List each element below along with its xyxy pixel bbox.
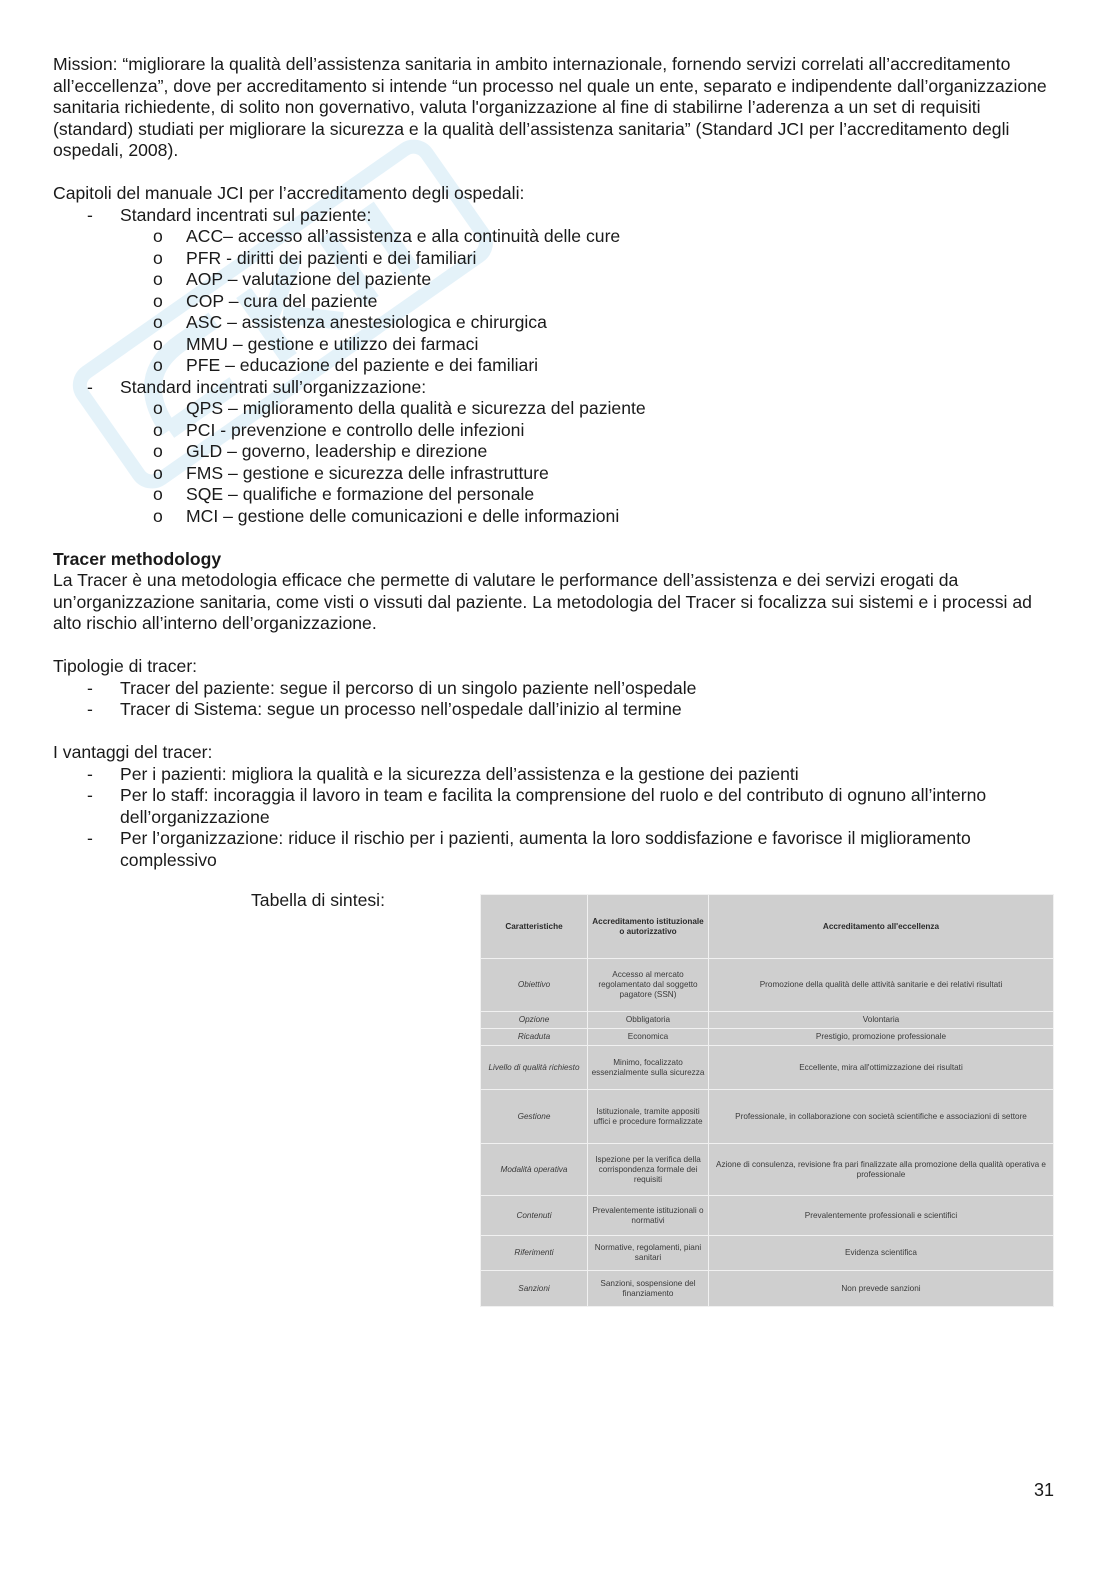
dash-bullet: - <box>87 204 93 225</box>
chapter-item <box>120 269 1053 291</box>
list-item <box>53 678 1053 700</box>
table-cell: Riferimenti <box>481 1236 588 1271</box>
table-cell: Sanzioni <box>481 1271 588 1307</box>
table-cell: Minimo, focalizzato essenzialmente sulla sicurezza <box>588 1046 709 1090</box>
chapter-group-title: Standard incentrati sul paziente: <box>120 204 372 225</box>
table-row <box>481 959 1054 1012</box>
chapter-item <box>120 334 1053 356</box>
circle-bullet: o <box>153 441 163 461</box>
table-row <box>481 1144 1054 1196</box>
table-cell: Sanzioni, sospensione del finanziamento <box>588 1271 709 1307</box>
table-cell: Prevalentemente istituzionali o normativi <box>588 1196 709 1236</box>
circle-bullet: o <box>153 484 163 504</box>
table-header-cell: Accreditamento all'eccellenza <box>709 895 1054 959</box>
dash-bullet: - <box>87 699 93 719</box>
table-cell: Prevalentemente professionali e scientifici <box>709 1196 1054 1236</box>
table-cell: Accesso al mercato regolamentato dal soggetto pagatore (SSN) <box>588 959 709 1012</box>
chapter-item <box>120 355 1053 377</box>
chapter-items <box>120 398 1053 527</box>
table-row <box>481 1029 1054 1046</box>
table-cell: Ricaduta <box>481 1029 588 1046</box>
tracer-paragraph: La Tracer è una metodologia efficace che permette di valutare le performance dell’assistenza e dei servizi erogati da un’organizzazione sanitaria, come visti o vissuti dal paziente. La metodologia del Tracer si focalizza sui sistemi e i processi ad alto rischio all’interno dell’organizzazione. <box>53 570 1032 633</box>
chapter-group-title: Standard incentrati sull’organizzazione: <box>120 376 427 397</box>
chapter-item <box>120 398 1053 420</box>
table-cell: Ispezione per la verifica della corrispondenza formale dei requisiti <box>588 1144 709 1196</box>
circle-bullet: o <box>153 247 163 268</box>
list-item-text: Per lo staff: incoraggia il lavoro in team e facilita la comprensione del ruolo e del contributo di ognuno all’interno dell’organizzazione <box>120 785 987 827</box>
chapter-group <box>53 377 1053 528</box>
chapter-item-text: AOP – valutazione del paziente <box>186 269 432 289</box>
table-row <box>481 1090 1054 1144</box>
table-cell: Modalità operativa <box>481 1144 588 1196</box>
chapter-item-text: ASC – assistenza anestesiologica e chirurgica <box>186 312 547 332</box>
chapter-item <box>120 291 1053 313</box>
tracer-advantages-list <box>53 764 1053 872</box>
table-cell: Azione di consulenza, revisione fra pari finalizzate alla promozione della qualità operativa e professionale <box>709 1144 1054 1196</box>
table-header-cell: Accreditamento istituzionale o autorizzativo <box>588 895 709 959</box>
dash-bullet: - <box>87 376 93 397</box>
summary-table-image <box>480 894 1054 1306</box>
table-row <box>481 1271 1054 1307</box>
tracer-heading: Tracer methodology <box>53 548 222 569</box>
table-label: Tabella di sintesi: <box>251 890 385 910</box>
circle-bullet: o <box>153 419 163 440</box>
chapter-item-text: PFE – educazione del paziente e dei familiari <box>186 355 539 375</box>
list-item-text: Tracer del paziente: segue il percorso di un singolo paziente nell’ospedale <box>120 677 697 698</box>
summary-table <box>480 894 1054 1307</box>
circle-bullet: o <box>153 462 163 483</box>
table-row <box>481 1012 1054 1029</box>
circle-bullet: o <box>153 312 163 332</box>
table-cell: Promozione della qualità delle attività sanitarie e dei relativi risultati <box>709 959 1054 1012</box>
mission-paragraph: Mission: “migliorare la qualità dell’assistenza sanitaria in ambito internazionale, fornendo servizi correlati all’accreditamento all’eccellenza”, dove per accreditamento si intende “un processo nel quale un ente, separato e indipendente dall’organizzazione sanitaria richiedente, di solito non governativo, valuta l'organizzazione al fine di stabilirne l’aderenza a un set di requisiti (standard) studiati per migliorare la sicurezza e la qualità dell’assistenza sanitaria” (Standard JCI per l’accreditamento degli ospedali, 2008). <box>53 54 1047 160</box>
tracer-types-intro: Tipologie di tracer: <box>53 656 198 676</box>
circle-bullet: o <box>153 398 163 418</box>
chapter-items <box>120 226 1053 377</box>
table-row <box>481 1236 1054 1271</box>
chapters-intro: Capitoli del manuale JCI per l’accreditamento degli ospedali: <box>53 183 525 203</box>
circle-bullet: o <box>153 333 163 354</box>
dash-bullet: - <box>87 828 93 848</box>
chapter-item <box>120 506 1053 528</box>
chapter-item-text: GLD – governo, leadership e direzione <box>186 441 488 461</box>
tracer-types-list <box>53 678 1053 721</box>
list-item <box>53 828 1053 871</box>
chapter-item <box>120 463 1053 485</box>
list-item <box>53 764 1053 786</box>
circle-bullet: o <box>153 355 163 375</box>
document-body <box>53 54 1053 871</box>
list-item-text: Per l’organizzazione: riduce il rischio per i pazienti, aumenta la loro soddisfazione e favorisce il miglioramento complessivo <box>120 828 971 870</box>
dash-bullet: - <box>87 677 93 698</box>
page-number: 31 <box>1034 1480 1055 1500</box>
table-cell: Opzione <box>481 1012 588 1029</box>
chapter-item <box>120 441 1053 463</box>
circle-bullet: o <box>153 226 163 246</box>
circle-bullet: o <box>153 505 163 526</box>
list-item-text: Per i pazienti: migliora la qualità e la sicurezza dell’assistenza e la gestione dei pazienti <box>120 763 799 784</box>
chapter-group <box>53 205 1053 377</box>
chapter-item-text: MMU – gestione e utilizzo dei farmaci <box>186 333 479 354</box>
chapter-item-text: ACC– accesso all’assistenza e alla continuità delle cure <box>186 226 621 246</box>
table-cell: Prestigio, promozione professionale <box>709 1029 1054 1046</box>
dash-bullet: - <box>87 763 93 784</box>
chapter-item-text: QPS – miglioramento della qualità e sicurezza del paziente <box>186 398 646 418</box>
table-row <box>481 1046 1054 1090</box>
table-header-cell: Caratteristiche <box>481 895 588 959</box>
chapter-item-text: PFR - diritti dei pazienti e dei familiari <box>186 247 477 268</box>
table-cell: Economica <box>588 1029 709 1046</box>
table-cell: Contenuti <box>481 1196 588 1236</box>
table-cell: Normative, regolamenti, piani sanitari <box>588 1236 709 1271</box>
list-item <box>53 699 1053 721</box>
circle-bullet: o <box>153 269 163 289</box>
table-cell: Volontaria <box>709 1012 1054 1029</box>
chapter-item-text: SQE – qualifiche e formazione del personale <box>186 484 535 504</box>
table-cell: Evidenza scientifica <box>709 1236 1054 1271</box>
chapter-item <box>120 484 1053 506</box>
chapter-item <box>120 248 1053 270</box>
list-item-text: Tracer di Sistema: segue un processo nell’ospedale dall’inizio al termine <box>120 699 682 719</box>
chapter-item <box>120 420 1053 442</box>
table-cell: Obbligatoria <box>588 1012 709 1029</box>
table-cell: Eccellente, mira all'ottimizzazione dei risultati <box>709 1046 1054 1090</box>
circle-bullet: o <box>153 290 163 311</box>
table-cell: Livello di qualità richiesto <box>481 1046 588 1090</box>
list-item <box>53 785 1053 828</box>
chapter-item-text: MCI – gestione delle comunicazioni e delle informazioni <box>186 505 620 526</box>
chapter-item-text: FMS – gestione e sicurezza delle infrastrutture <box>186 462 549 483</box>
table-row <box>481 1196 1054 1236</box>
chapter-item <box>120 226 1053 248</box>
table-cell: Obiettivo <box>481 959 588 1012</box>
tracer-advantages-intro: I vantaggi del tracer: <box>53 742 213 762</box>
chapter-item <box>120 312 1053 334</box>
table-header-row <box>481 895 1054 959</box>
table-cell: Professionale, in collaborazione con società scientifiche e associazioni di settore <box>709 1090 1054 1144</box>
chapters-list <box>53 205 1053 528</box>
table-cell: Non prevede sanzioni <box>709 1271 1054 1307</box>
chapter-item-text: COP – cura del paziente <box>186 290 378 311</box>
chapter-item-text: PCI - prevenzione e controllo delle infezioni <box>186 419 525 440</box>
dash-bullet: - <box>87 785 93 805</box>
table-cell: Gestione <box>481 1090 588 1144</box>
table-cell: Istituzionale, tramite appositi uffici e procedure formalizzate <box>588 1090 709 1144</box>
